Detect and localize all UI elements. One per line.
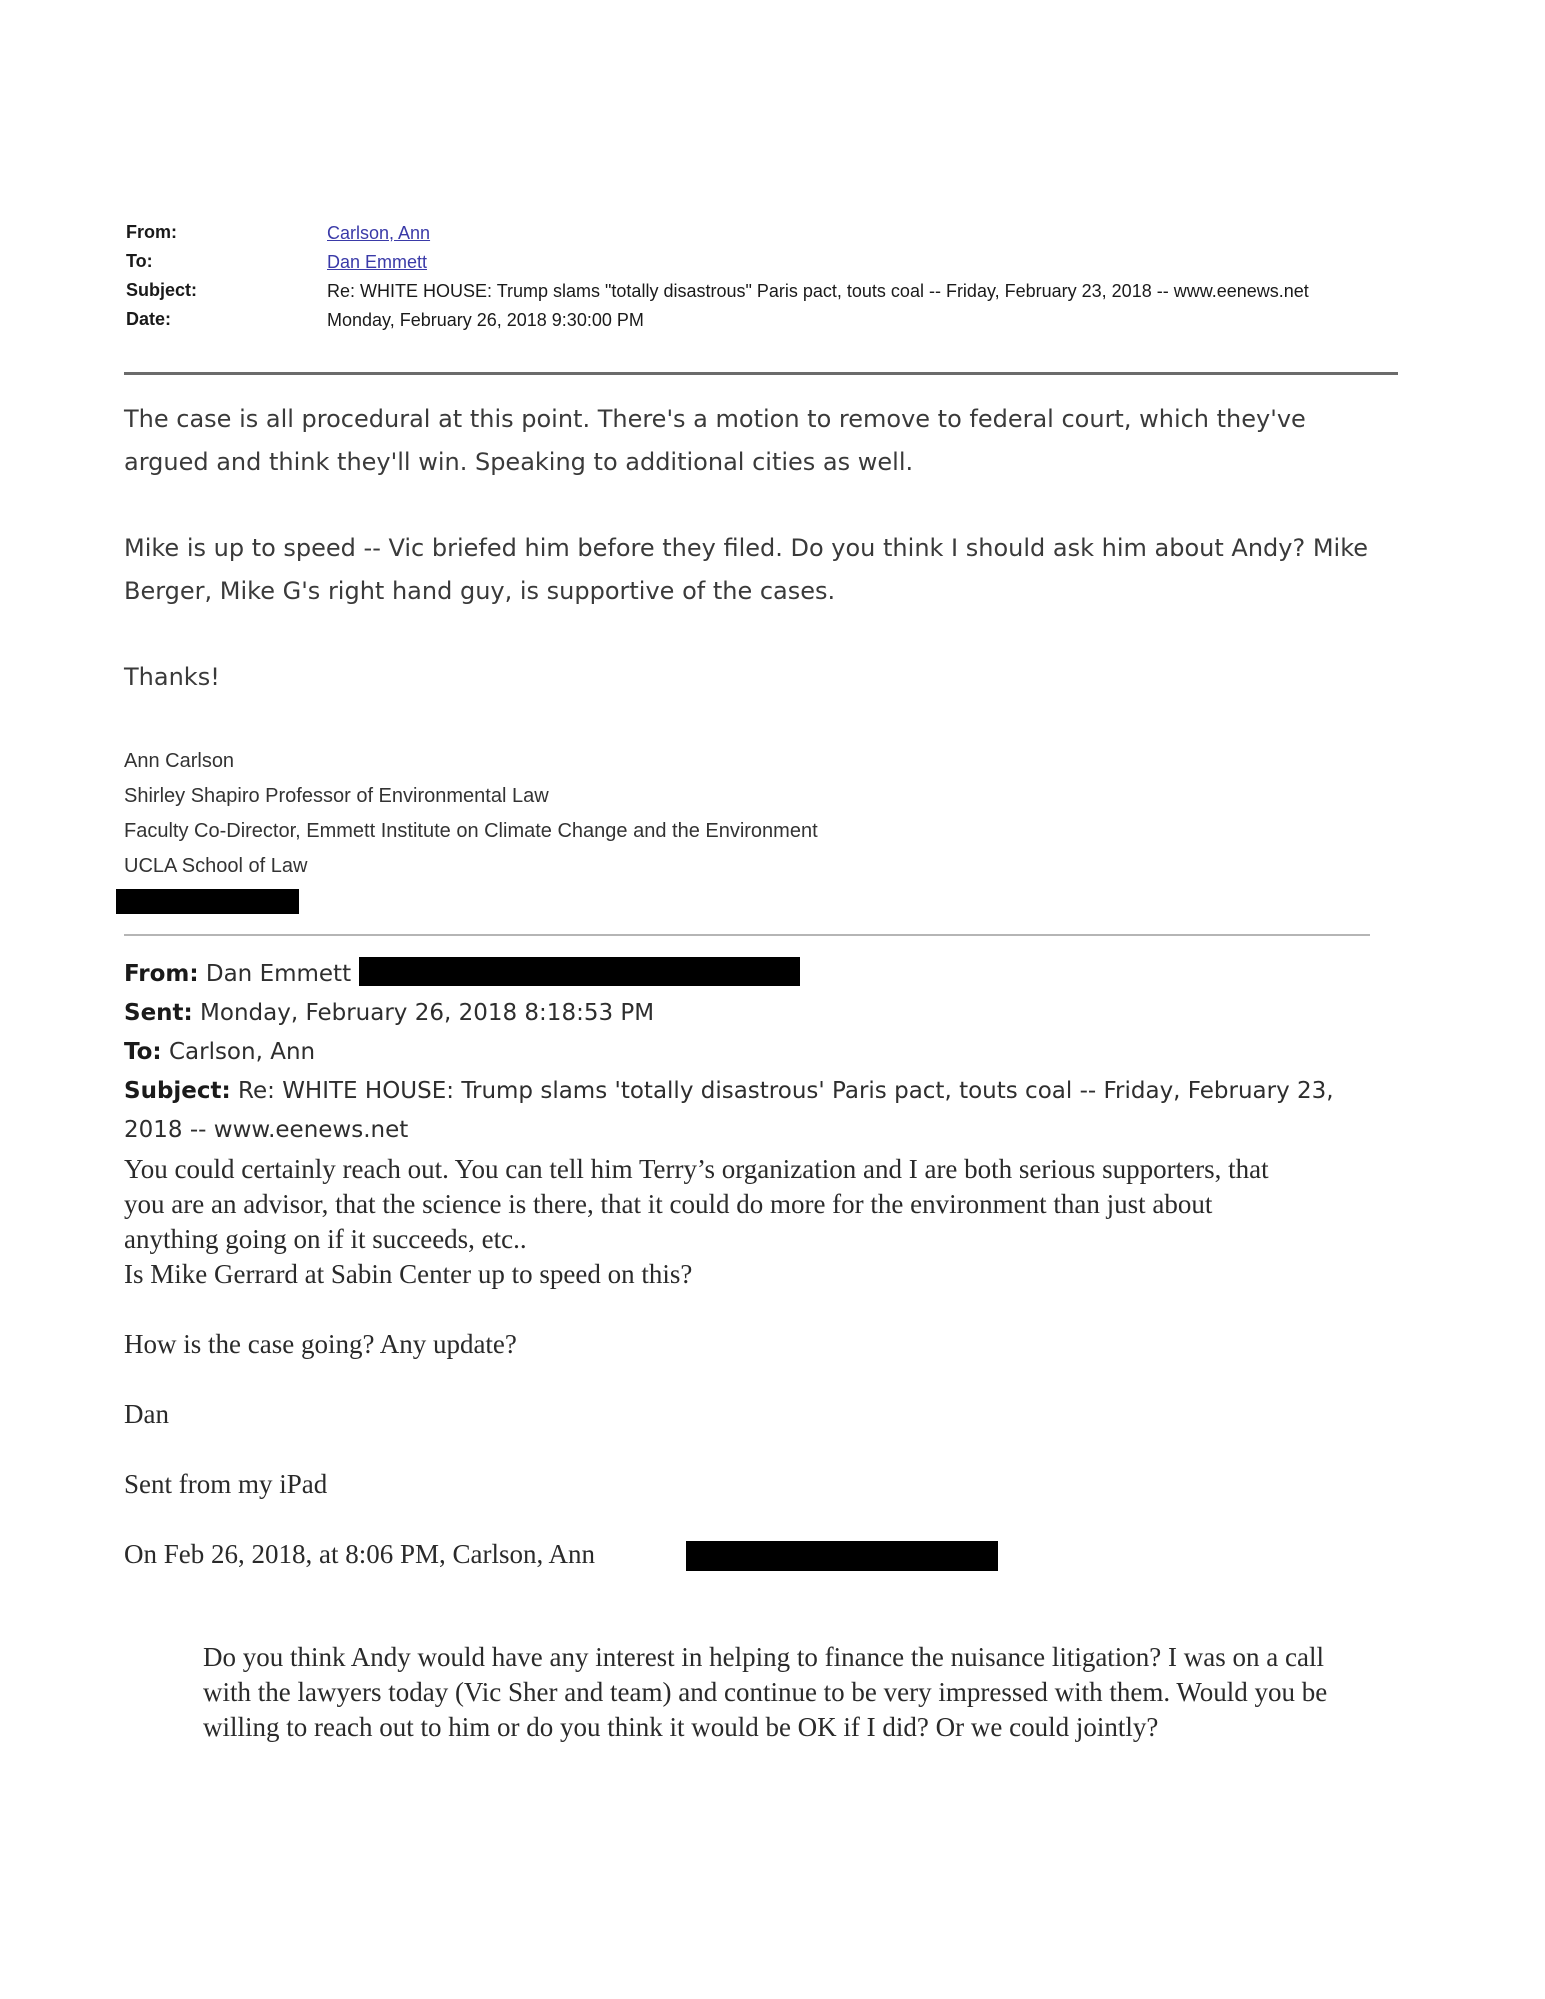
header-from-link[interactable]: Carlson, Ann <box>327 223 431 243</box>
header-subject-value: Re: WHITE HOUSE: Trump slams "totally disastrous" Paris pact, touts coal -- Friday, February 23, 2018 -- www.eenews.net <box>327 281 1309 301</box>
quoted-to-line <box>124 1033 1394 1072</box>
signature-block <box>124 744 1024 884</box>
reply-paragraph: The case is all procedural at this point. There's a motion to remove to federal court, which they've argued and think they'll win. Speaking to additional cities as well. <box>124 405 1306 476</box>
header-divider <box>124 372 1398 375</box>
header-date-label: Date: <box>126 309 172 329</box>
redaction-bar <box>359 957 800 986</box>
signature-role: Faculty Co-Director, Emmett Institute on Climate Change and the Environment <box>124 820 818 842</box>
quoted-subject-label: Subject: <box>124 1078 231 1104</box>
reply-thanks: Thanks! <box>124 663 220 691</box>
header-date-value: Monday, February 26, 2018 9:30:00 PM <box>327 310 644 330</box>
message-paragraph: You could certainly reach out. You can tell him Terry’s organization and I are both serious supporters, that you are an advisor, that the science is there, that it could do more for the environment than just about anything going on if it succeeds, etc.. <box>124 1154 1269 1254</box>
paragraph-spacer <box>124 484 1394 527</box>
quoted-from-label: From: <box>124 961 199 987</box>
header-to-label: To: <box>126 251 153 271</box>
quoted-to-label: To: <box>124 1039 162 1065</box>
header-subject-row <box>126 280 1386 303</box>
quoted-sent-line <box>124 994 1394 1033</box>
signature-org: UCLA School of Law <box>124 855 308 877</box>
attribution-prefix: On Feb 26, 2018, at 8:06 PM, Carlson, Ann <box>124 1539 596 1569</box>
header-date-row <box>126 309 1386 332</box>
header-to-row <box>126 251 1386 274</box>
header-to-link[interactable]: Dan Emmett <box>327 252 428 272</box>
paragraph-spacer <box>124 1292 1304 1327</box>
redaction-bar <box>116 889 299 914</box>
quoted-to-value: Carlson, Ann <box>168 1039 316 1065</box>
paragraph-spacer <box>124 1432 1304 1467</box>
quoted-message <box>203 1640 1333 1745</box>
quoted-paragraph: Do you think Andy would have any interest in helping to finance the nuisance litigation? I was on a call with the lawyers today (Vic Sher and team) and continue to be very impressed with them. Would you be willing to reach out to him or do you think it would be OK if I did? Or we could jointly? <box>203 1642 1328 1742</box>
reply-paragraph: Mike is up to speed -- Vic briefed him before they filed. Do you think I should ask him about Andy? Mike Berger, Mike G's right hand guy, is supportive of the cases. <box>124 534 1369 605</box>
message-paragraph: Is Mike Gerrard at Sabin Center up to speed on this? <box>124 1259 693 1289</box>
paragraph-spacer <box>124 1362 1304 1397</box>
reply-body <box>124 398 1394 699</box>
header-from-row <box>126 222 1386 245</box>
email-header <box>126 222 1386 338</box>
quoted-subject-value: Re: WHITE HOUSE: Trump slams 'totally disastrous' Paris pact, touts coal -- Friday, February 23, 2018 -- www.eenews.net <box>124 1078 1334 1143</box>
header-from-label: From: <box>126 222 177 242</box>
header-subject-label: Subject: <box>126 280 198 300</box>
quote-divider <box>124 934 1370 936</box>
signature-name: Ann Carlson <box>124 750 235 772</box>
quoted-from-value: Dan Emmett <box>205 961 352 987</box>
signature-title: Shirley Shapiro Professor of Environmental Law <box>124 785 549 807</box>
quoted-sent-label: Sent: <box>124 1000 193 1026</box>
dan-message <box>124 1152 1304 1502</box>
redaction-bar <box>686 1541 998 1571</box>
quoted-subject-line <box>124 1072 1394 1150</box>
paragraph-spacer <box>124 613 1394 656</box>
message-paragraph: How is the case going? Any update? <box>124 1329 517 1359</box>
message-signoff: Dan <box>124 1399 169 1429</box>
quoted-sent-value: Monday, February 26, 2018 8:18:53 PM <box>200 1000 655 1026</box>
message-sent-from: Sent from my iPad <box>124 1469 328 1499</box>
